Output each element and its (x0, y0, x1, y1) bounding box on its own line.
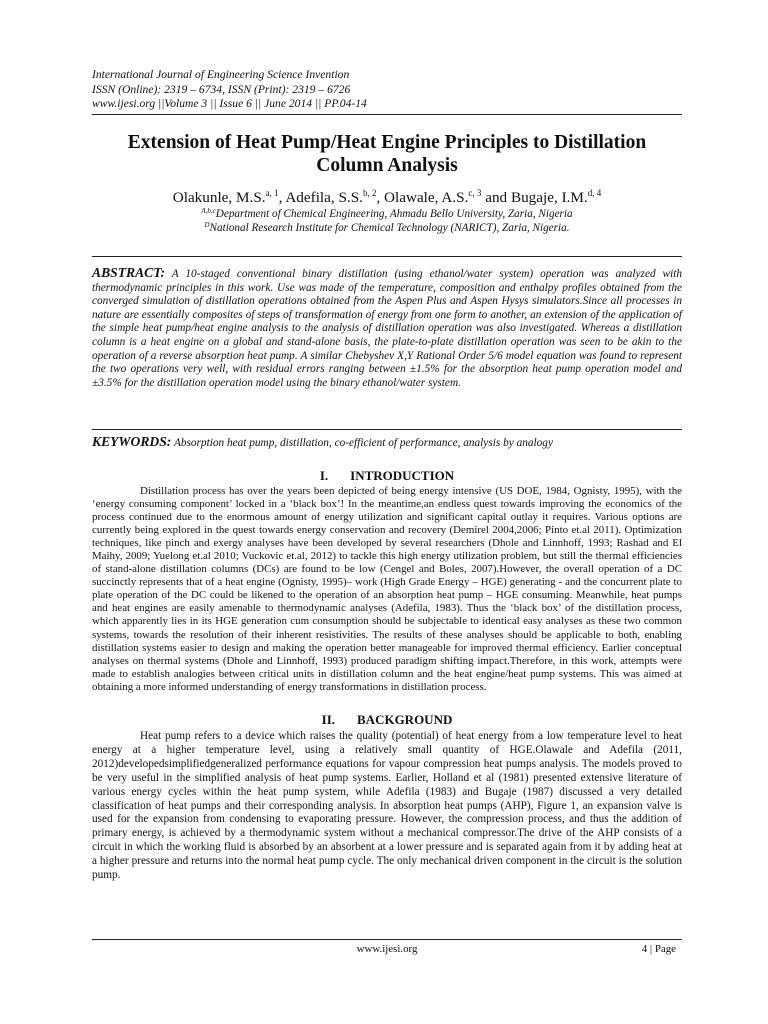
author-superscript: a, 1 (265, 188, 279, 198)
title-line-1: Extension of Heat Pump/Heat Engine Principles to Distillation (127, 132, 647, 153)
title-line-2: Column Analysis (316, 155, 458, 176)
footer-divider (92, 939, 682, 940)
affiliation-item (92, 221, 682, 235)
journal-volume-line: www.ijesi.org ||Volume 3 || Issue 6 || June 2014 || PP.04-14 (92, 97, 367, 111)
abstract-top-rule (92, 256, 682, 257)
footer-page-number: 4 | Page (641, 943, 676, 955)
author-name: Olakunle, M.S. (172, 189, 266, 206)
author-separator: , (376, 189, 385, 206)
background-paragraph (92, 730, 682, 883)
section-title: INTRODUCTION (350, 468, 455, 483)
keywords-text: Absorption heat pump, distillation, co-efficient of performance, analysis by analogy (173, 437, 553, 449)
affiliation-text: National Research Institute for Chemical Technology (NARICT), Zaria, Nigeria. (209, 222, 570, 234)
section-number: I. (319, 468, 329, 483)
background-text: Heat pump refers to a device which raises the quality (potential) of heat energy from a low temperature level to heat energy at a higher temperature level, using a relatively small quantity of HGE.Olawale and Adefila (2011, 2012)developedsimplifiedgeneralized performance equations for vapour compression heat pumps analysis. The models proved to be very useful in the simplified analysis of heat pump systems. Earlier, Holland et al (1981) presented extensive literature of various energy cycles within the heat pump system, while Adefila (1983) and Bugaje (1987) discussed a very detailed classification of heat pumps and their corresponding analysis. In absorption heat pumps (AHP), Figure 1, an expansion valve is used for the expansion from condensing to evaporating pressure. However, the compression process, and thus the addition of primary energy, is achieved by a thermodynamic system without a mechanical compressor.The drive of the AHP consists of a circuit in which the working fluid is absorbed by an absorbent at a lower pressure and is separated again from it by adding heat at a higher pressure and returns into the normal heat pump cycle. The only mechanical driven component in the circuit is the solution pump. (92, 730, 682, 882)
abstract-block (92, 266, 682, 390)
section-heading-introduction (92, 468, 682, 483)
paper-title (92, 131, 682, 177)
author-name: Olawale, A.S. (384, 189, 469, 206)
footer-site: www.ijesi.org (356, 943, 418, 955)
keywords-label: KEYWORDS: (92, 434, 172, 449)
header-divider (92, 114, 682, 115)
section-number: II. (321, 712, 336, 727)
author-name: Bugaje, I.M. (510, 189, 588, 206)
affiliation-text: Department of Chemical Engineering, Ahmadu Bello University, Zaria, Nigeria (215, 208, 573, 220)
abstract-label: ABSTRACT: (92, 265, 166, 280)
introduction-text: Distillation process has over the years been depicted of being energy intensive (US DOE, 1984, Ognisty, 1995), with the ‘energy consuming component’ locked in a ‘black box’! In the meantime,an endless quest towards improving the economics of the process continued due to the enormous amount of energy utilization and significant capital outlay it requires. Various options are currently being explored in the quest towards energy conservation and recovery (Demirel 2004,2006; Pinto et.al 2011). Optimization techniques, like pinch and exergy analyses have been developed by several researchers (Dhole and Linnhoff, 1993; Rashad and El Maihy, 2009; Yuelong et.al 2010; Vuckovic et.al, 2012) to tackle this high energy utilization problem, but still the thermal efficiencies of stand-alone distillation columns (DCs) are found to be low (Cengel and Boles, 2007).However, the overall operation of a DC succinctly represents that of a heat engine (Ognisty, 1995)– work (High Grade Energy – HGE) generating - and the concurrent plate to plate operation of the DC could be likened to the operation of an absorption heat pump – HGE consuming. Meanwhile, heat pumps and heat engines are easily amenable to thermodynamic analyses (Adefila, 1983). Thus the ‘black box’ of the distillation process, which apparently lies in its HGE generation cum consumption should be subjectable to identical easy analyses as these two common systems, towards the resolution of their inherent resistivities. The results of these analyses should be applicable to both, enabling distillation systems easier to design and making the operation better manageable for improved thermal efficiency. Earlier conceptual analyses on thermal systems (Dhole and Linnhoff, 1993) produced paradigm shifting impact.Therefore, in this work, attempts were made to establish analogies between critical units in distillation column and the heat engine/heat pump systems. This was aimed at obtaining a more informed understanding of energy transformations in distillation process. (92, 485, 682, 693)
affiliation-item (92, 207, 682, 221)
author-separator: and (481, 189, 511, 206)
keywords-block (92, 435, 682, 450)
affiliation-superscript: A,b,c (201, 207, 216, 215)
author-superscript: d, 4 (587, 188, 602, 198)
author-name: Adefila, S.S. (285, 189, 363, 206)
journal-name: International Journal of Engineering Science Invention (92, 68, 350, 81)
section-title: BACKGROUND (357, 712, 453, 727)
section-heading-background (92, 712, 682, 727)
author-separator: , (278, 189, 286, 206)
abstract-bottom-rule (92, 429, 682, 430)
introduction-paragraph (92, 485, 682, 694)
abstract-text: A 10-staged conventional binary distillation (using ethanol/water system) operation was analyzed with thermodynamic principles in this work. Use was made of the temperature, composition and enthalpy profiles obtained from the converged simulation of distillation operations obtained from the Aspen Plus and Aspen Hysys simulators.Since all processes in nature are essentially composites of steps of transformation of energy from one form to another, an extension of the application of the simple heat pump/heat engine analysis to the analysis of distillation operation was also investigated. Whereas a distillation column is a heat engine on a global and stand-alone basis, the plate-to-plate distillation operation was seen to be akin to the operation of a reverse absorption heat pump. A similar Chebyshev X,Y Rational Order 5/6 model equation was found to represent the two operations very well, with residual errors ranging between ±1.5% for the absorption heat pump operation model and ±3.5% for the distillation operation model using the binary ethanol/water system. (92, 268, 683, 389)
journal-header (92, 68, 682, 112)
affiliation-list (92, 207, 682, 235)
affiliation-superscript: D (204, 221, 210, 229)
author-superscript: b, 2 (362, 188, 377, 198)
journal-issn: ISSN (Online): 2319 – 6734, ISSN (Print): 2319 – 6726 (92, 82, 351, 96)
author-superscript: c, 3 (468, 188, 482, 198)
author-list (92, 189, 682, 207)
